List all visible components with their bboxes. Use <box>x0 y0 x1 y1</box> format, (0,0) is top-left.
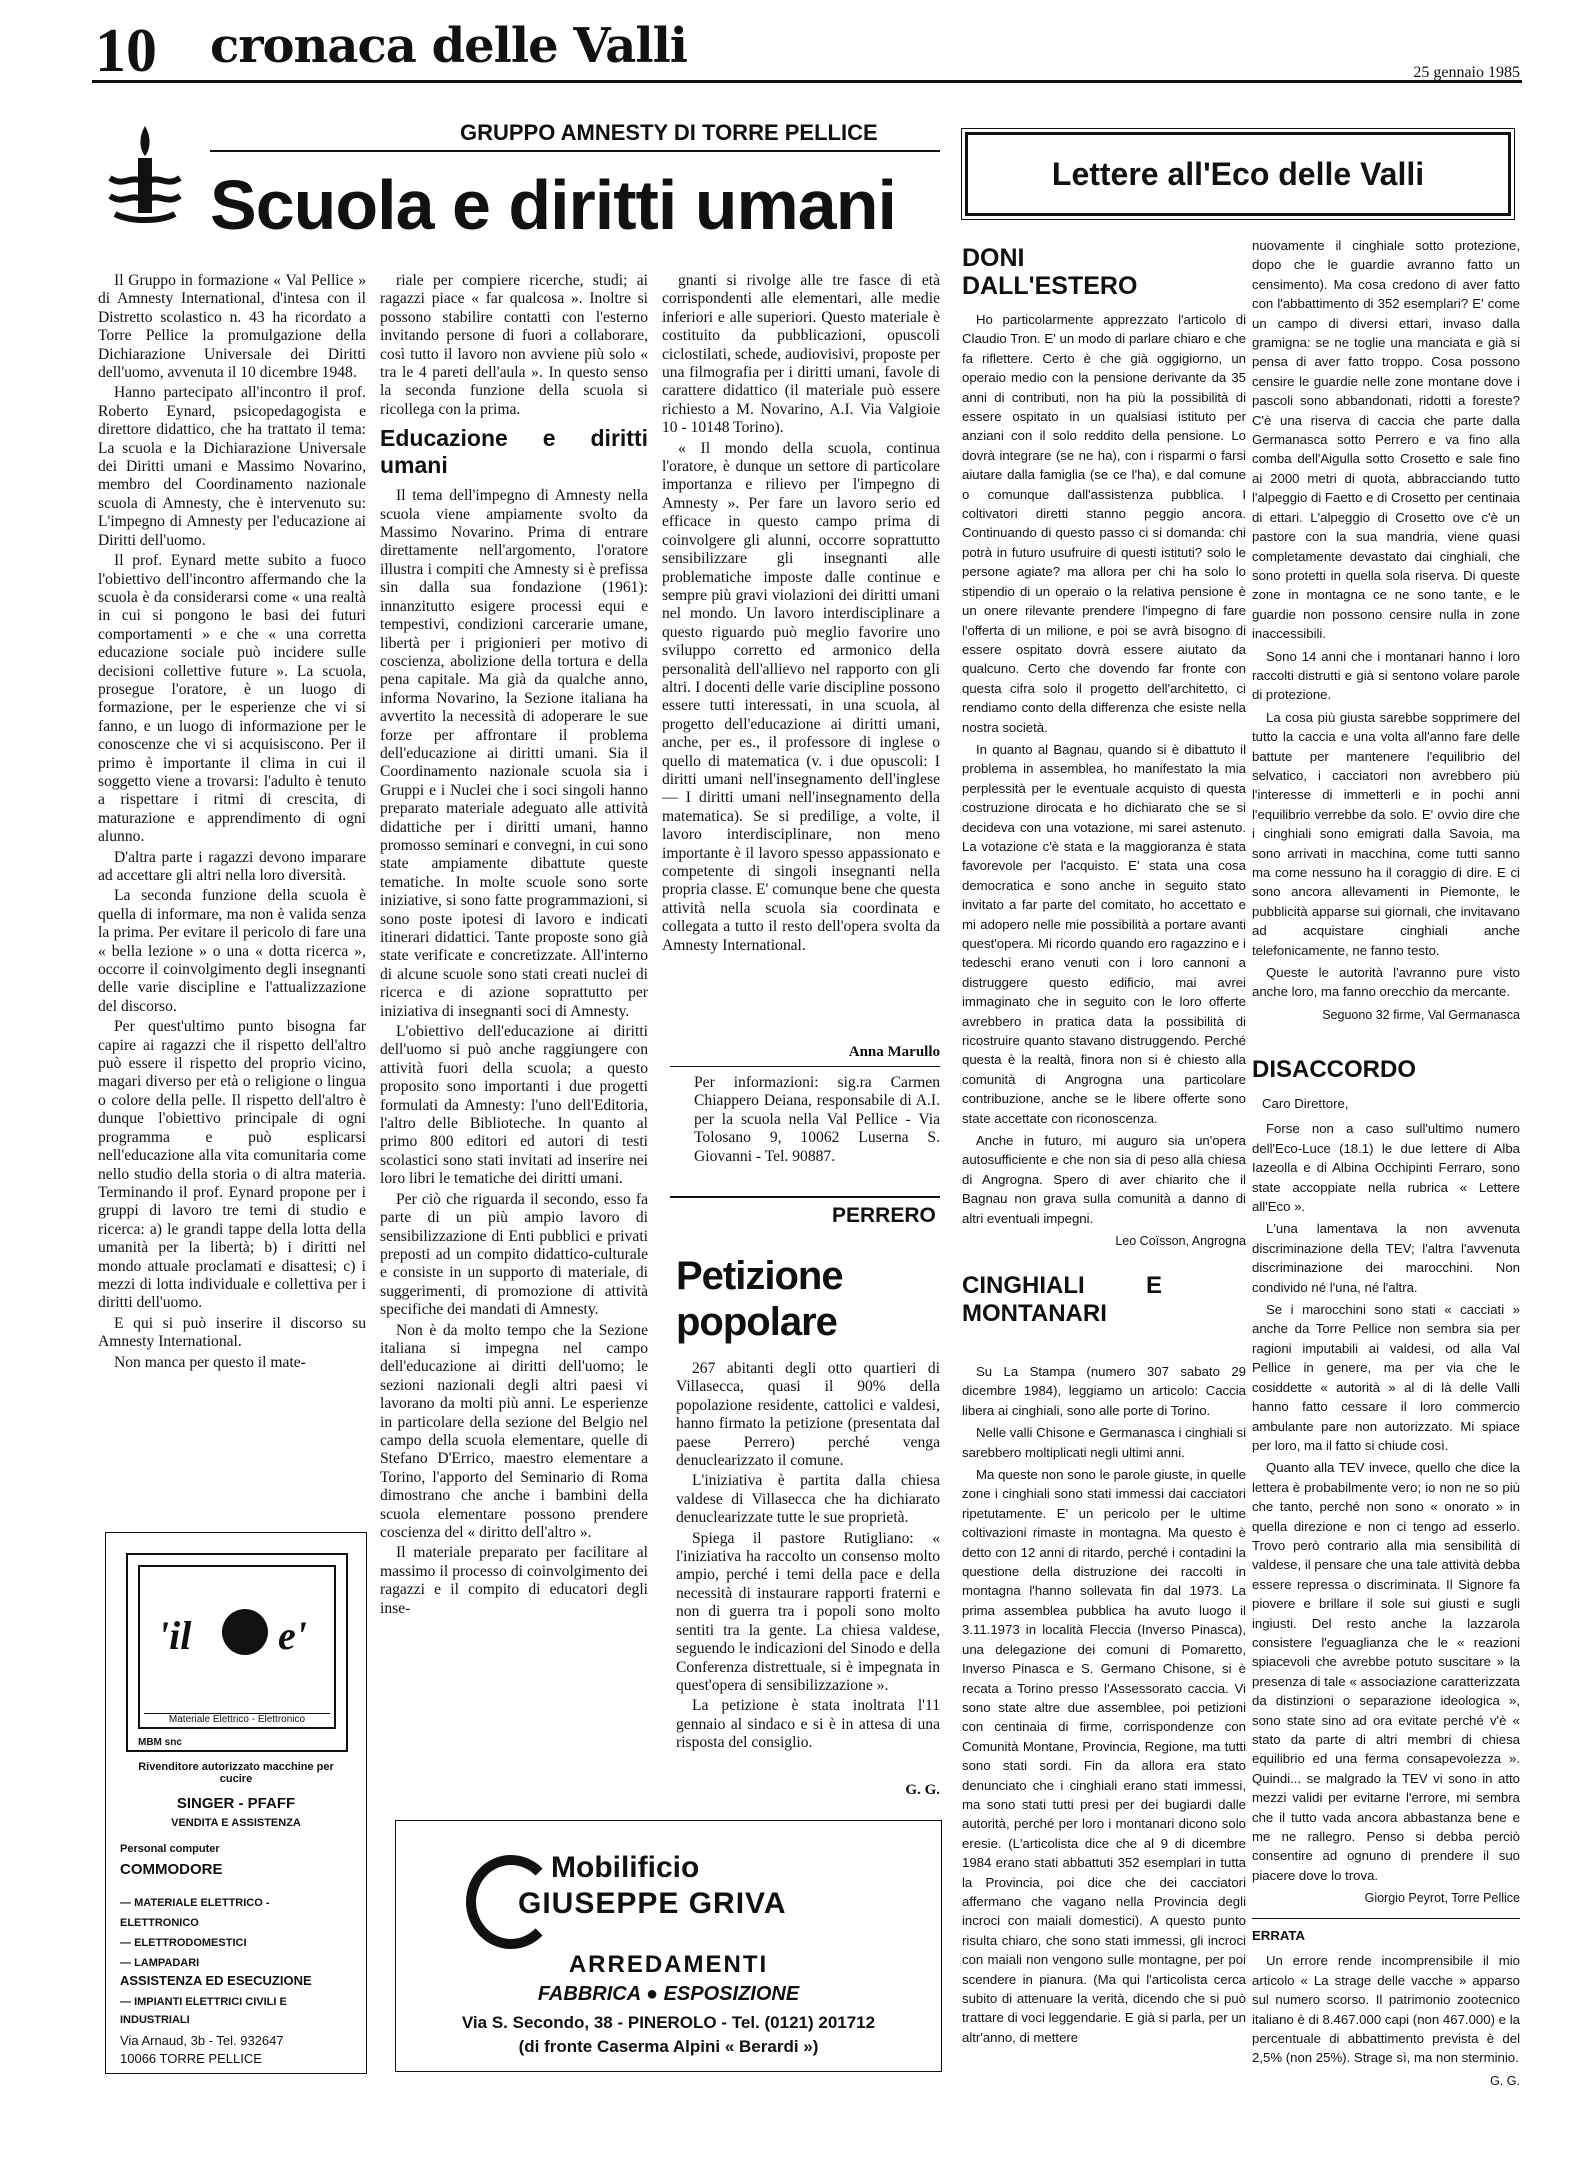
letter-title-disaccordo: DISACCORDO <box>1252 1056 1417 1083</box>
perrero-kicker: PERRERO <box>832 1204 936 1227</box>
letter-signature: Leo Coïsson, Angrogna <box>1115 1234 1246 1249</box>
paragraph: Per ciò che riguarda il secondo, esso fa parte di un più ampio lavoro di sensibilizzazione di Enti pubblici e privati preposti ad un compito didattico-culturale e consiste in un supporto di materiale, di suggerimenti, di promozione di attività specifiche dei mandati di Amnesty. <box>380 1190 648 1319</box>
ad-item: — LAMPADARI <box>120 1957 200 1969</box>
ad-line: VENDITA E ASSISTENZA <box>171 1817 301 1829</box>
letter-salutation: Caro Direttore, <box>1262 1096 1349 1111</box>
letters-column-b <box>1252 236 1520 1036</box>
ad-line: Personal computer <box>120 1843 220 1855</box>
newspaper-title: cronaca delle Valli <box>210 18 688 74</box>
ad-line: Rivenditore autorizzato macchine per cucire <box>138 1761 334 1785</box>
paragraph: gnanti si rivolge alle tre fasce di età corrispondenti alle elementari, alle medie inferiori e alle superiori. Questo materiale è costituito da pubblicazioni, opuscoli ciclostilati, schede, audiovisivi, proposte per una filmografia per i diritti umani, favole di carattere didattico (il materiale può essere richiesto a M. Novarino, A.I. Via Valgioie 10 - 10148 Torino). <box>662 272 940 437</box>
paragraph: La seconda funzione della scuola è quella di informare, ma non è valida senza la prima. Per evitare il pericolo di fare una « bella lezione » o una « dotta ricerca », occorre il coinvolgimento degli insegnanti delle varie discipline e l'attualizzazione del discorso. <box>98 887 366 1015</box>
article-author: Anna Marullo <box>848 1044 940 1060</box>
letters-column-a <box>962 240 1246 1327</box>
paragraph: Anche in futuro, mi auguro sia un'opera autosufficiente e che non sia di peso alla chiesa di Angrogna. Spero di aver chiarito che il Bagnau non grava sulla comunità a danno di altri eventuali impegni. <box>962 1133 1246 1226</box>
griva-line3: ARREDAMENTI <box>568 1951 769 1978</box>
ad-line: ASSISTENZA ED ESECUZIONE <box>120 1973 312 1988</box>
article-kicker: GRUPPO AMNESTY DI TORRE PELLICE <box>460 120 878 145</box>
ad-line: SINGER - PFAFF <box>176 1795 296 1812</box>
paragraph: Ma queste non sono le parole giuste, in quelle zone i cinghiali sono stati immessi dai cacciatori ripetutamente. E' un pericolo per le ultime coltivazioni rimaste in montagna. Ma questo è detto con 12 anni di ritardo, perché i contadini la questione della distruzione dei raccolti in montagna l'hanno sollevata fin dal 1973. La prima assemblea pubblica ha avuto luogo il 3.11.1973 in località Fleccia (Inverso Pinasca), una delegazione dei comuni di Pomaretto, Inverso Pinasca e S. Germano Chisone, si è recata a Torino presso l'Assessorato caccia. Vi sono state altre due assemblee, poi petizioni con centinaia di firme, corrispondenze con Comunità Montane, Provincia, Regione, ma tutti sono stati sordi. Fin da allora era stato denunciato che i cinghiali erano stati immessi, ma sono stati tutti presi per dei bugiardi dalle autorità, perché per loro i montanari dicono solo eresie. (L'articolista dice che al 9 di dicembre 1984 erano stati abbattuti 352 esemplari in tutta la Provincia, poi dice che dei cacciatori affermano che vagano nella Provincia degli incroci con maiali domestici). A questo punto risulta chiaro, che sono stati immessi, gli incroci con maiali non vengono sulle montagne, per poi scendere in pianura. (Ma qui l'articolista cerca subito di attenuare la verità, dicendo che si può trattare di voci leggendarie. E già si parla, per un altr'anno, di mettere <box>962 1467 1246 2045</box>
griva-line4: FABBRICA ● ESPOSIZIONE <box>537 1983 800 2005</box>
paragraph: Un errore rende incomprensibile il mio articolo « La strage delle vacche » apparso sul numero scorso. Il patrimonio zootecnico italiano è di 8.467.000 capi (non 467.000) e la percentuale di abbattimento prevista è del 2,5% (non 25%). Strage sì, ma non sterminio. <box>1252 1953 1520 2066</box>
paragraph: riale per compiere ricerche, studi; ai ragazzi piace « far qualcosa ». Inoltre si possono stabilire contatti con l'esterno invitando persone di fuori a collaborare, così tutto il lavoro non avviene più solo « tra le 4 pareti dell'aula ». In questo senso la seconda funzione della scuola si ricollega con la prima. <box>380 272 648 418</box>
ad-items <box>120 1893 350 1973</box>
letters-banner <box>965 132 1511 216</box>
paragraph: Non è da molto tempo che la Sezione italiana si impegna nel campo dell'educazione ai diritti dell'uomo; le sezioni nazionali degli altri paesi vi lavorano da molti più anni. Le esperienze in particolare della sezione del Belgio nel campo della scuola elementare, quelle di Stefano D'Errico, maestro elementare a Torino, l'apporto del Seminario di Roma dimostrano che anche i bambini della scuola elementare possono prendere coscienza del « diritto dell'altro ». <box>380 1321 648 1541</box>
article-column-2 <box>380 272 648 1794</box>
ad-item: — MATERIALE ELETTRICO - ELETTRONICO <box>120 1897 270 1929</box>
paragraph: La cosa più giusta sarebbe sopprimere del tutto la caccia e una volta all'anno fare delle battute per mantenere l'equilibrio del selvatico, i cacciatori non avrebbero più l'interesse di immetterli e in pochi anni l'equilibrio verrebbe da solo. E' ovvio dire che i cinghiali sono emigrati dalla Savoia, ma sono arrivati in macchina, come tutti sanno ma come nessuno ha il coraggio di dire. E ci sono ancora allevamenti in Piemonte, le pubblicità apparse sui giornali, che invitavano ad acquistare cinghiali anche telefonicamente, ne fanno testo. <box>1252 709 1520 958</box>
ad-line: COMMODORE <box>120 1861 223 1878</box>
paragraph: La petizione è stata inoltrata l'11 gennaio al sindaco e si è in attesa di una risposta del consiglio. <box>676 1697 940 1752</box>
perrero-headline-line1: Petizione <box>676 1254 843 1298</box>
ad-logo-left: 'il <box>158 1613 192 1658</box>
ad-items-2 <box>120 1993 350 2029</box>
paragraph: Non manca per questo il mate- <box>114 1353 306 1371</box>
paragraph: Per quest'ultimo punto bisogna far capire ai ragazzi che il rispetto dell'altro può essere il rispetto del proprio vicino, magari diverso per età o religione o lingua o colore della pelle. Il rispetto dell'altro è dunque l'obiettivo principale di ogni programma e può esplicarsi nell'educazione alla vita comunitaria come nello studio della storia o di altra materia. Terminando il prof. Eynard propone per i gruppi di lavoro tre temi di studio e ricerca: a) le grandi tappe della lotta della umanità per la libertà; b) i diritti nel mondo attuale proclamati e disattesi; c) i mezzi di lotta individuale e collettiva per i diritti dell'uomo. <box>98 1018 366 1312</box>
masthead-rule <box>92 80 1522 83</box>
letter-title-cinghiali: CINGHIALI E MONTANARI <box>962 1271 1162 1327</box>
ad-il-e <box>105 1532 367 2074</box>
griva-line1: Mobilificio <box>551 1851 700 1884</box>
paragraph: L'iniziativa è partita dalla chiesa valdese di Villasecca che ha dichiarato denuclearizzate tutte le sue proprietà. <box>676 1472 940 1527</box>
paragraph: Forse non a caso sull'ultimo numero dell'Eco-Luce (18.1) le due lettere di Alba Iazeolla e di Albina Occhipinti Ferraro, sono state accoppiate nella rubrica « Lettere all'Eco ». <box>1252 1121 1520 1215</box>
ad-griva <box>395 1820 942 2072</box>
perrero-body <box>676 1360 940 1808</box>
letter-signature: Giorgio Peyrot, Torre Pellice <box>1364 1891 1520 1906</box>
paragraph: Quanto alla TEV invece, quello che dice la lettera è probabilmente vero; io non ne so più che tanto, perché non sono « onorato » in quella direzione e non ci tengo ad esserlo. Trovo però contrario alla mia sensibilità di valdese, il pensare che una tale attività debba essere repressa o discriminata. Il Signore fa piovere e brillare il sole sui giusti e sugli ingiusti. Del resto anche la lazzarola consistere l'eguaglianza che le « reazioni spiacevoli che avrebbe potuto suscitare » la presenza di tale « associazione caratterizzata da distinzioni o separazione ideologica », sono state sino ad ora evitate perché v'è « stato da parte di altri membri di chiesa equilibrio ed una ferma consapevolezza ». Quindi... se malgrado la TEV vi sono in atto mezzi validi per evitarne l'errore, mi sembra che il tutto vada ancora abbastanza bene e me ne rallegro. Penso si debba perciò consentire ad ognuno di prendere il suo piacere dove lo trova. <box>1252 1460 1520 1883</box>
paragraph: Il Gruppo in formazione « Val Pellice » di Amnesty International, d'intesa con il Distretto scolastico n. 43 ha ricordato a Torre Pellice la promulgazione della Dichiarazione Universale dei Diritti dell'uomo, avvenuta il 10 dicembre 1948. <box>98 272 366 382</box>
paragraph: D'altra parte i ragazzi devono imparare ad accettare gli altri nella loro diversità. <box>98 848 366 884</box>
paragraph: L'una lamentava la non avvenuta discriminazione della TEV; l'altra l'avvenuta discriminazione dei marocchini. Non condivido né l'una, né l'altra. <box>1252 1221 1520 1295</box>
article-column-1 <box>98 272 366 1494</box>
letter-signature: Seguono 32 firme, Val Germanasca <box>1322 1007 1520 1022</box>
issue-date: 25 gennaio 1985 <box>1413 64 1520 81</box>
ad-logo-inner <box>138 1565 336 1729</box>
amnesty-candle-icon <box>100 118 190 233</box>
paragraph: Se i marocchini sono stati « cacciati » anche da Torre Pellice non sembra sia per ragioni imputabili ai valdesi, od alla Val Pellice in genere, ma per via che le cosiddette « autorità » al di là delle Valli hanno fatto cessare il loro commercio ambulante pare non autorizzato. Mi spiace per loro, ma il fatto si chiude così. <box>1252 1302 1520 1453</box>
paragraph: Il prof. Eynard mette subito a fuoco l'obiettivo dell'incontro affermando che la scuola è da considerarsi come « una realtà in cui si pongono le basi dei futuri comportamenti » e che « una corretta educazione sociale può incidere sulle decisioni collettive future ». La scuola, prosegue l'oratore, è un luogo di formazione, per le esperienze che vi si fanno, e un luogo di informazione per le conoscenze che vi si acquisiscono. Per il primo è importante il clima in cui il soggetto viene a trovarsi: l'adulto è tenuto a rispettare i ritmi di crescita, di maturazione e apprendimento di ogni alunno. <box>98 552 366 846</box>
errata-title: ERRATA <box>1252 1928 1305 1943</box>
article-subhead: Educazione e diritti umani <box>380 425 648 479</box>
paragraph: In quanto al Bagnau, quando si è dibattuto il problema in assemblea, ho manifestato la mia perplessità per le eventuale acquisto di questa costruzione dirocata e ho dichiarato che se si decideva con una votazione, mi sarei astenuto. La votazione c'è stata e la maggioranza è stata favorevole per l'acquisto. E' stata una cosa democratica e sono anche in seguito stato invitato a far parte del comitato, ho accettato e mi adopero nelle mie possibilità a portare avanti quest'opera. Mi ricordo quando ero ragazzino e i tedeschi erano venuti con i loro cannoni a distruggere questo edificio, mai avrei immaginato che in seguito con le loro offerte avrebbero in pratica data la possibilità di ricostruire quanto stavano distruggendo. Perché questa è la realtà, finora non si è chiesto alla comunità di Angrogna una particolare contribuzione, anche se le libere offerte sono state accettate con riconoscenza. <box>962 741 1246 1126</box>
ad-logo-box <box>126 1553 348 1752</box>
ad-address: 10066 TORRE PELLICE <box>120 2051 262 2066</box>
article-headline: Scuola e diritti umani <box>210 166 896 244</box>
info-rule <box>670 1066 940 1067</box>
ad-brand: MBM snc <box>138 1737 182 1748</box>
paragraph: nuovamente il cinghiale sotto protezione, dopo che le guardie avranno fatto un censimento). Ma cosa credono di aver fatto con l'abbattimento di 352 esemplari? E' come un campo di diversi ettari, invaso dalla gramigna: se ne toglie una manciata e già si pensa di aver fatto troppo. Cosa possono censire le guardie nelle zone montane dove i pascoli sono abbandonati, ridotti a foreste? C'è una riserva di caccia che parte dalla Germanasca sotto Perrero e va fino alla comba dell'Aigulla sotto Crosetto e sale fino ai 2000 metri di quota, abbracciando tutto l'alpeggio di Faetto e di Crosetto per centinaia di ettari. L'alpeggio di Crosetto ove c'è un pastore con la sua mandria, viene quasi completamente devastato dai cinghiali, che sono protetti in quella sola riserva. Di queste zone in montagna ce ne sono tante, e le guardie non possono censire nulla in zone inaccessibili. <box>1252 238 1520 642</box>
errata-rule <box>1252 1918 1520 1919</box>
ad-logo-right: e' <box>278 1613 307 1658</box>
letters-banner-title: Lettere all'Eco delle Valli <box>1051 156 1425 192</box>
griva-line2: GIUSEPPE GRIVA <box>518 1887 787 1920</box>
griva-line6: (di fronte Caserma Alpini « Berardi ») <box>518 2037 819 2056</box>
paragraph: Su La Stampa (numero 307 sabato 29 dicembre 1984), leggiamo un articolo: Caccia libera ai cinghiali, sono alle porte di Torino. <box>962 1364 1246 1418</box>
ad-item: — ELETTRODOMESTICI <box>120 1937 247 1949</box>
perrero-headline-line2: popolare <box>676 1300 837 1344</box>
paragraph: « Il mondo della scuola, continua l'oratore, è dunque un settore di particolare importanza e rilievo per l'impegno di Amnesty ». Per fare un lavoro serio ed efficace in questo campo prima di coinvolgere gli alunni, occorre soprattutto sensibilizzare gli insegnanti alle problematiche imposte dalle continue e sempre più gravi violazioni dei diritti umani nel mondo. Un lavoro interdisciplinare a questo riguardo può meglio favorire uno sviluppo corretto ed armonico della personalità dell'allievo nel rapporto con gli altri. I docenti delle varie discipline possono essere tutti interessati, in una scuola, al progetto dell'educazione ai diritti umani, anche, per es., il professore di inglese o quello di matematica (v. i due opuscoli: I diritti umani nell'insegnamento dell'inglese — I diritti umani nell'insegnamento della matematica). Se si predilige, a volte, il lavoro interdisciplinare, non meno importante è il lavoro spesso appassionato e competente di singoli insegnanti nella propria classe. E' comunque bene che questa attività nella scuola sia coordinata e collegata a tutto il resto dell'opera svolta da Amnesty International. <box>662 439 940 954</box>
paragraph: Il materiale preparato per facilitare al massimo il processo di coinvolgimento dei ragazzi e il compito di educatori degli inse- <box>380 1544 648 1617</box>
perrero-rule <box>670 1196 940 1198</box>
article-column-3 <box>662 272 940 1042</box>
ad-logo-caption: Materiale Elettrico - Elettronico <box>144 1713 330 1725</box>
letter-title-doni: DONI DALL'ESTERO <box>962 244 1138 300</box>
ad-logo-dot-icon <box>222 1609 268 1655</box>
paragraph: Nelle valli Chisone e Germanasca i cinghiali si sarebbero moltiplicati negli ultimi anni. <box>962 1425 1246 1460</box>
errata-signature: G. G. <box>1490 2073 1520 2088</box>
letters-column-a-lower <box>962 1362 1246 2092</box>
paragraph: Ho particolarmente apprezzato l'articolo di Claudio Tron. E' un modo di parlare chiaro e che fa riflettere. Certo è che già oggigiorno, un operaio medio con la pensione derivante da 35 anni di contributi, non ha più la possibilità di essere ospitato in un qualsiasi istituto per anziani con il solo reddito della pensione. Lo dovrà integrare (se ne ha), con i risparmi o farsi aiutare dalla famiglia (se ce l'ha), e dal comune o comunque dall'assistenza pubblica. I coltivatori diretti stanno peggio ancora. Continuando di questo passo ci si domanda: chi potrà in futuro usufruire di questi istituti? solo le persone agiate? ma allora per chi ha solo lo stipendio di un operaio o la relativa pensione è un onere rilevante prendere l'impegno di fare l'offerta di un milione, e poi se avrà bisogno di essere ospitato dovrà essere aiutato da qualcuno. Certo che dovendo far fronte con questa cifra solo il progetto dell'architetto, ci rendiamo conto della differenza che esiste nella nostra società. <box>962 312 1246 735</box>
griva-line5: Via S. Secondo, 38 - PINEROLO - Tel. (0121) 201712 <box>461 2013 876 2032</box>
letters-column-b-disaccordo <box>1252 1052 1520 1906</box>
kicker-rule <box>210 150 940 152</box>
errata-box <box>1252 1926 1520 2126</box>
paragraph: Spiega il pastore Rutigliano: « l'iniziativa ha raccolto un consenso molto ampio, perché i temi della pace e della necessità di instaurare rapporti fraterni e non di guerra tra i popoli sono molto sentiti tra la gente. La chiesa valdese, seguendo le indicazioni del Sinodo e della Conferenza distrettuale, si è impegnata in quest'opera di sensibilizzazione ». <box>676 1529 940 1694</box>
perrero-signature: G. G. <box>905 1782 940 1798</box>
info-box: Per informazioni: sig.ra Carmen Chiappero Deiana, responsabile di A.I. per la scuola nella Val Pellice - Via Tolosano 9, 10062 Luserna S. Giovanni - Tel. 90887. <box>694 1074 940 1165</box>
paragraph: L'obiettivo dell'educazione ai diritti dell'uomo si può anche raggiungere con attività fuori della scuola; a questo proposito sono importanti i due progetti formulati da Amnesty: l'uno dell'Editoria, l'altro delle Biblioteche. In quanto al primo 800 editori ed autori di testi scolastici sono stati invitati ad inserire nei loro libri le tematiche dei diritti umani. <box>380 1023 648 1188</box>
page-number: 10 <box>95 17 157 85</box>
paragraph: Sono 14 anni che i montanari hanno i loro raccolti distrutti e già si sentono volare parole di protezione. <box>1252 648 1520 703</box>
paragraph: Hanno partecipato all'incontro il prof. Roberto Eynard, psicopedagogista e direttore didattico, che ha trattato il tema: La scuola e la Dichiarazione Universale dei Diritti umani e Massimo Novarino, membro del Coordinamento nazionale scuola di Amnesty, che è intervenuto su: L'impegno di Amnesty per l'educazione ai Diritti dell'uomo. <box>98 384 366 549</box>
paragraph: 267 abitanti degli otto quartieri di Villasecca, quasi il 90% della popolazione residente, cattolici e valdesi, hanno firmato la petizione (presentata dal paese Perrero) perché venga denuclearizzato il comune. <box>676 1360 940 1470</box>
paragraph: E qui si può inserire il discorso su Amnesty International. <box>98 1314 366 1351</box>
ad-item: — IMPIANTI ELETTRICI CIVILI E INDUSTRIALI <box>120 1996 287 2026</box>
paragraph: Queste le autorità l'avranno pure visto anche loro, ma fanno orecchio da mercante. <box>1252 965 1520 1000</box>
paragraph: Il tema dell'impegno di Amnesty nella scuola viene ampiamente svolto da Massimo Novarino. Prima di entrare direttamente nell'argomento, l'oratore illustra i compiti che Amnesty si è prefissa sin dalla sua fondazione (1961): innanzitutto esigere processi equi e tempestivi, condizioni carcerarie umane, libertà per i prigionieri per motivo di coscienza, abolizione della tortura e della pena capitale. Ma già da qualche anno, informa Novarino, la Sezione italiana ha avvertito la necessità di adoperare le sue forze per affrontare il problema dell'educazione ai diritti umani. Sia il Coordinamento nazionale scuola sia i Gruppi e i Nuclei che i soci singoli hanno preparato materiale adeguato alle attività didattiche per i diritti umani, hanno promosso seminari e convegni, in cui sono state ampiamente dibattute queste tematiche. In molte scuole sono sorte iniziative, si sono fatte programmazioni, si sono poste ipotesi di lavoro e indicati itinerari didattici. Tante proposte sono già state verificate e concretizzate. All'interno di alcune scuole sono stati creati nuclei di ricerca e di azione soprattutto per iniziativa di insegnanti soci di Amnesty. <box>380 487 648 1020</box>
ad-address: Via Arnaud, 3b - Tel. 932647 <box>120 2033 284 2048</box>
